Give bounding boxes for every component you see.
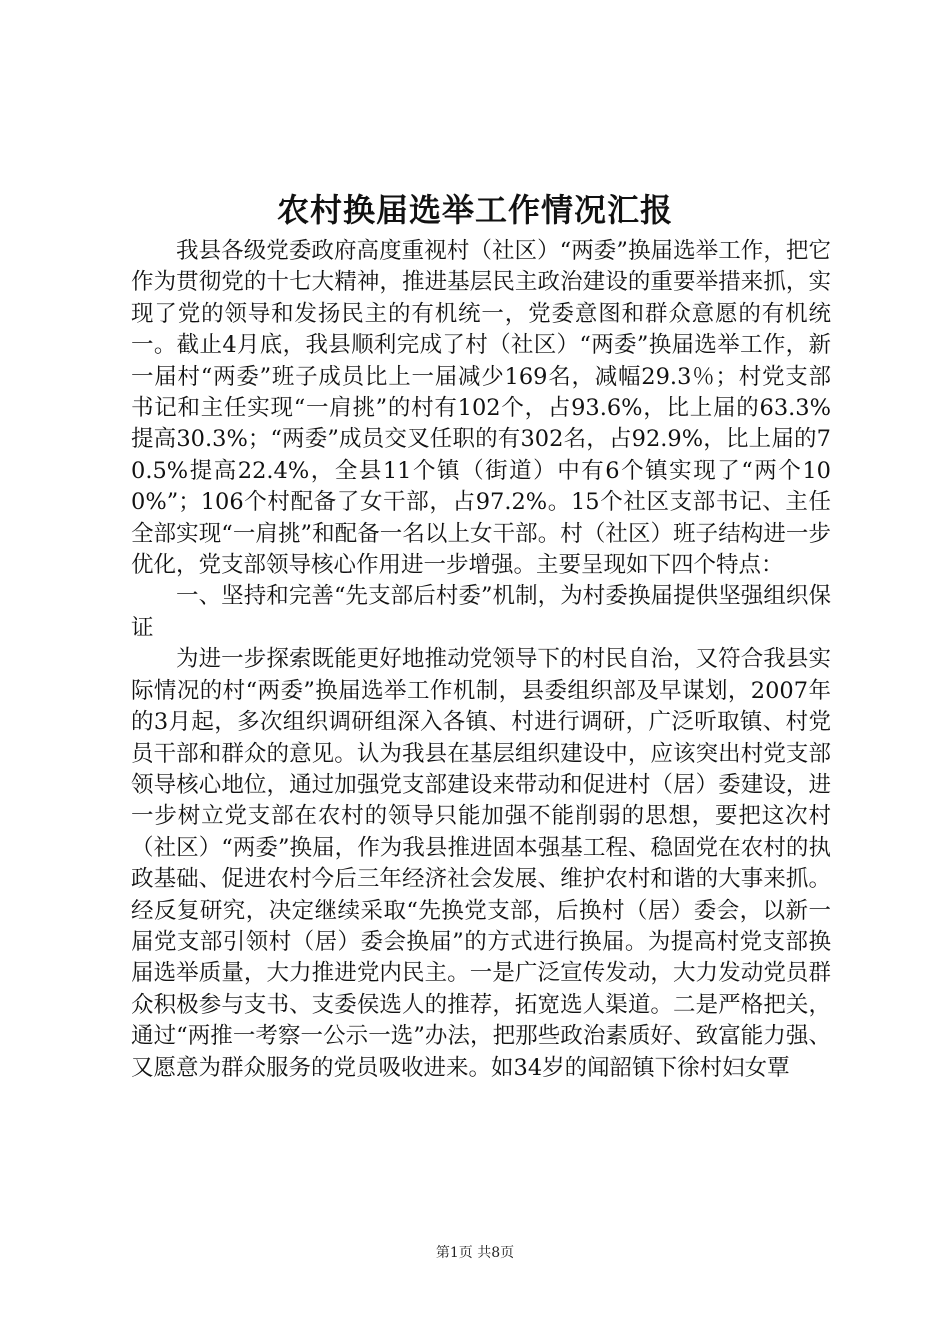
paragraph-intro: 我县各级党委政府高度重视村（社区）“两委”换届选举工作，把它作为贯彻党的十七大精神，推进基层民主政治建设的重要举措来抓，实现了党的领导和发扬民主的有机统一，党委意图和群众意愿的有机统一。截止4月底，我县顺利完成了村（社区）“两委”换届选举工作，新一届村“两委”班子成员比上一届减少169名，减幅29.3％；村党支部书记和主任实现“一肩挑”的村有102个，占93.6%，比上届的63.3%提高30.3%；“两委”成员交叉任职的有302名，占92.9%，比上届的70.5%提高22.4%，全县11个镇（街道）中有6个镇实现了“两个100%”；106个村配备了女干部，占97.2%。15个社区支部书记、主任全部实现“一肩挑”和配备一名以上女干部。村（社区）班子结构进一步优化，党支部领导核心作用进一步增强。主要呈现如下四个特点：	[131, 238, 831, 579]
paragraph-body-one: 为进一步探索既能更好地推动党领导下的村民自治，又符合我县实际情况的村“两委”换届选举工作机制，县委组织部及早谋划，2007年的3月起，多次组织调研组深入各镇、村进行调研，广泛听取镇、村党员干部和群众的意见。认为我县在基层组织建设中，应该突出村党支部领导核心地位，通过加强党支部建设来带动和促进村（居）委建设，进一步树立党支部在农村的领导只能加强不能削弱的思想，要把这次村（社区）“两委”换届，作为我县推进固本强基工程、稳固党在农村的执政基础、促进农村今后三年经济社会发展、维护农村和谐的大事来抓。经反复研究，决定继续采取“先换党支部，后换村（居）委会，以新一届党支部引领村（居）委会换届”的方式进行换届。为提高村党支部换届选举质量，大力推进党内民主。一是广泛宣传发动，大力发动党员群众积极参与支书、支委侯选人的推荐，拓宽选人渠道。二是严格把关，通过“两推一考察一公示一选”办法，把那些政治素质好、致富能力强、又愿意为群众服务的党员吸收进来。如34岁的闻韶镇下徐村妇女覃	[131, 646, 831, 1081]
page-footer: 第1页 共8页	[435, 1245, 515, 1261]
paragraph-heading-one: 一、坚持和完善“先支部后村委”机制，为村委换届提供坚强组织保证	[131, 583, 831, 641]
document-body	[131, 236, 831, 1084]
document-title: 农村换届选举工作情况汇报	[276, 191, 673, 229]
